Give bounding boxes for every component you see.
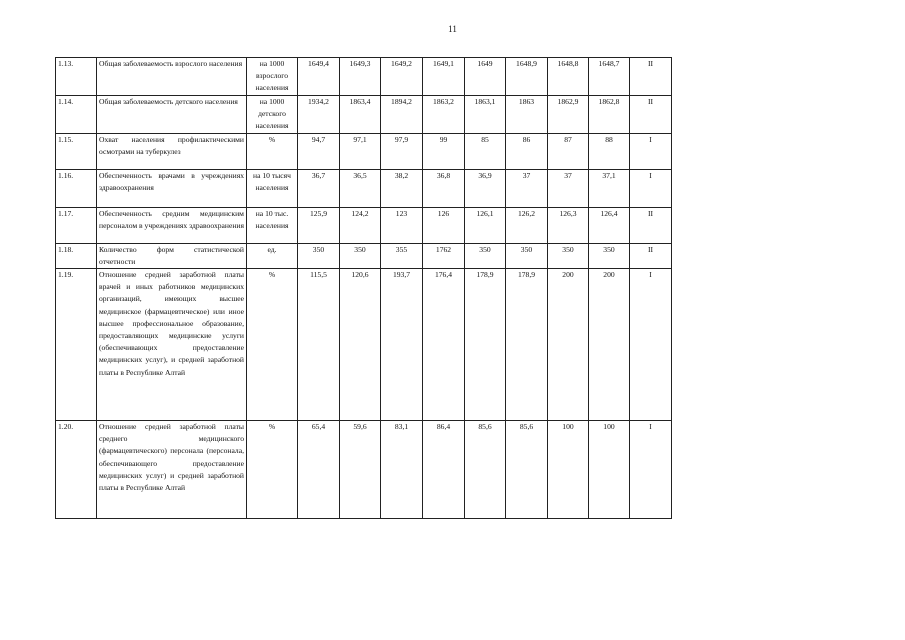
row-number: 1.15. <box>56 133 97 169</box>
value-cell: 178,9 <box>465 269 506 421</box>
value-cell: 126 <box>423 207 465 243</box>
table-row <box>56 169 672 207</box>
table-row <box>56 96 672 134</box>
unit-of-measure: на 10 тысяч населения <box>247 169 298 207</box>
indicator-name: Количество форм статистической отчетности <box>97 243 247 268</box>
value-cell: 85 <box>465 133 506 169</box>
value-cell: 97,1 <box>340 133 381 169</box>
row-number: 1.17. <box>56 207 97 243</box>
priority-cell: I <box>630 421 672 519</box>
row-number: 1.20. <box>56 421 97 519</box>
value-cell: 36,5 <box>340 169 381 207</box>
value-cell: 99 <box>423 133 465 169</box>
row-number: 1.18. <box>56 243 97 268</box>
value-cell: 1649,4 <box>298 58 340 96</box>
unit-of-measure: на 10 тыс. населения <box>247 207 298 243</box>
value-cell: 1649 <box>465 58 506 96</box>
value-cell: 200 <box>548 269 589 421</box>
value-cell: 38,2 <box>381 169 423 207</box>
table-body <box>56 58 672 519</box>
value-cell: 1863,2 <box>423 96 465 134</box>
value-cell: 1894,2 <box>381 96 423 134</box>
value-cell: 83,1 <box>381 421 423 519</box>
value-cell: 115,5 <box>298 269 340 421</box>
value-cell: 1648,7 <box>589 58 630 96</box>
value-cell: 1863 <box>506 96 548 134</box>
row-number: 1.16. <box>56 169 97 207</box>
value-cell: 100 <box>589 421 630 519</box>
value-cell: 1648,9 <box>506 58 548 96</box>
value-cell: 94,7 <box>298 133 340 169</box>
value-cell: 100 <box>548 421 589 519</box>
priority-cell: I <box>630 169 672 207</box>
value-cell: 350 <box>298 243 340 268</box>
indicator-name: Отношение средней заработной платы врачей и иных работников медицинских организаций, имеющих высшее медицинское (фармацевтическое) или иное высшее профессиональное образование, предоставляющих медицинские услуги (обеспечивающих предоставление медицинских услуг), и средней заработной платы в Республике Алтай <box>97 269 247 421</box>
value-cell: 350 <box>340 243 381 268</box>
indicator-name: Обеспеченность средним медицинским персоналом в учреждениях здравоохранения <box>97 207 247 243</box>
priority-cell: II <box>630 243 672 268</box>
value-cell: 37 <box>506 169 548 207</box>
value-cell: 176,4 <box>423 269 465 421</box>
value-cell: 97,9 <box>381 133 423 169</box>
table-row <box>56 58 672 96</box>
value-cell: 350 <box>465 243 506 268</box>
value-cell: 1863,4 <box>340 96 381 134</box>
value-cell: 36,8 <box>423 169 465 207</box>
value-cell: 126,1 <box>465 207 506 243</box>
row-number: 1.14. <box>56 96 97 134</box>
priority-cell: I <box>630 269 672 421</box>
value-cell: 59,6 <box>340 421 381 519</box>
value-cell: 86,4 <box>423 421 465 519</box>
priority-cell: II <box>630 58 672 96</box>
priority-cell: II <box>630 96 672 134</box>
value-cell: 1934,2 <box>298 96 340 134</box>
table-row <box>56 133 672 169</box>
value-cell: 355 <box>381 243 423 268</box>
indicator-name: Общая заболеваемость детского населения <box>97 96 247 134</box>
value-cell: 87 <box>548 133 589 169</box>
unit-of-measure: % <box>247 421 298 519</box>
value-cell: 65,4 <box>298 421 340 519</box>
unit-of-measure: на 1000 детского населения <box>247 96 298 134</box>
value-cell: 123 <box>381 207 423 243</box>
table-row <box>56 269 672 421</box>
value-cell: 350 <box>548 243 589 268</box>
value-cell: 1762 <box>423 243 465 268</box>
page-number: 11 <box>448 24 457 34</box>
value-cell: 37 <box>548 169 589 207</box>
value-cell: 1649,1 <box>423 58 465 96</box>
table-row <box>56 243 672 268</box>
indicator-name: Отношение средней заработной платы среднего медицинского (фармацевтического) персонала (персонала, обеспечивающего предоставление медицинских услуг) и средней заработной платы в Республике Алтай <box>97 421 247 519</box>
indicator-name: Охват населения профилактическими осмотрами на туберкулез <box>97 133 247 169</box>
value-cell: 88 <box>589 133 630 169</box>
unit-of-measure: % <box>247 269 298 421</box>
value-cell: 120,6 <box>340 269 381 421</box>
priority-cell: I <box>630 133 672 169</box>
unit-of-measure: на 1000 взрослого населения <box>247 58 298 96</box>
value-cell: 1648,8 <box>548 58 589 96</box>
unit-of-measure: ед. <box>247 243 298 268</box>
value-cell: 86 <box>506 133 548 169</box>
table-row <box>56 421 672 519</box>
indicators-table <box>55 57 672 519</box>
value-cell: 200 <box>589 269 630 421</box>
table-row <box>56 207 672 243</box>
value-cell: 126,2 <box>506 207 548 243</box>
value-cell: 1649,2 <box>381 58 423 96</box>
unit-of-measure: % <box>247 133 298 169</box>
value-cell: 85,6 <box>506 421 548 519</box>
row-number: 1.13. <box>56 58 97 96</box>
indicator-name: Общая заболеваемость взрослого населения <box>97 58 247 96</box>
value-cell: 85,6 <box>465 421 506 519</box>
value-cell: 193,7 <box>381 269 423 421</box>
value-cell: 350 <box>506 243 548 268</box>
value-cell: 126,4 <box>589 207 630 243</box>
value-cell: 178,9 <box>506 269 548 421</box>
indicator-name: Обеспеченность врачами в учреждениях здравоохранения <box>97 169 247 207</box>
value-cell: 350 <box>589 243 630 268</box>
priority-cell: II <box>630 207 672 243</box>
value-cell: 124,2 <box>340 207 381 243</box>
value-cell: 1862,9 <box>548 96 589 134</box>
value-cell: 1649,3 <box>340 58 381 96</box>
row-number: 1.19. <box>56 269 97 421</box>
value-cell: 125,9 <box>298 207 340 243</box>
value-cell: 1863,1 <box>465 96 506 134</box>
value-cell: 126,3 <box>548 207 589 243</box>
value-cell: 37,1 <box>589 169 630 207</box>
value-cell: 36,7 <box>298 169 340 207</box>
value-cell: 1862,8 <box>589 96 630 134</box>
value-cell: 36,9 <box>465 169 506 207</box>
